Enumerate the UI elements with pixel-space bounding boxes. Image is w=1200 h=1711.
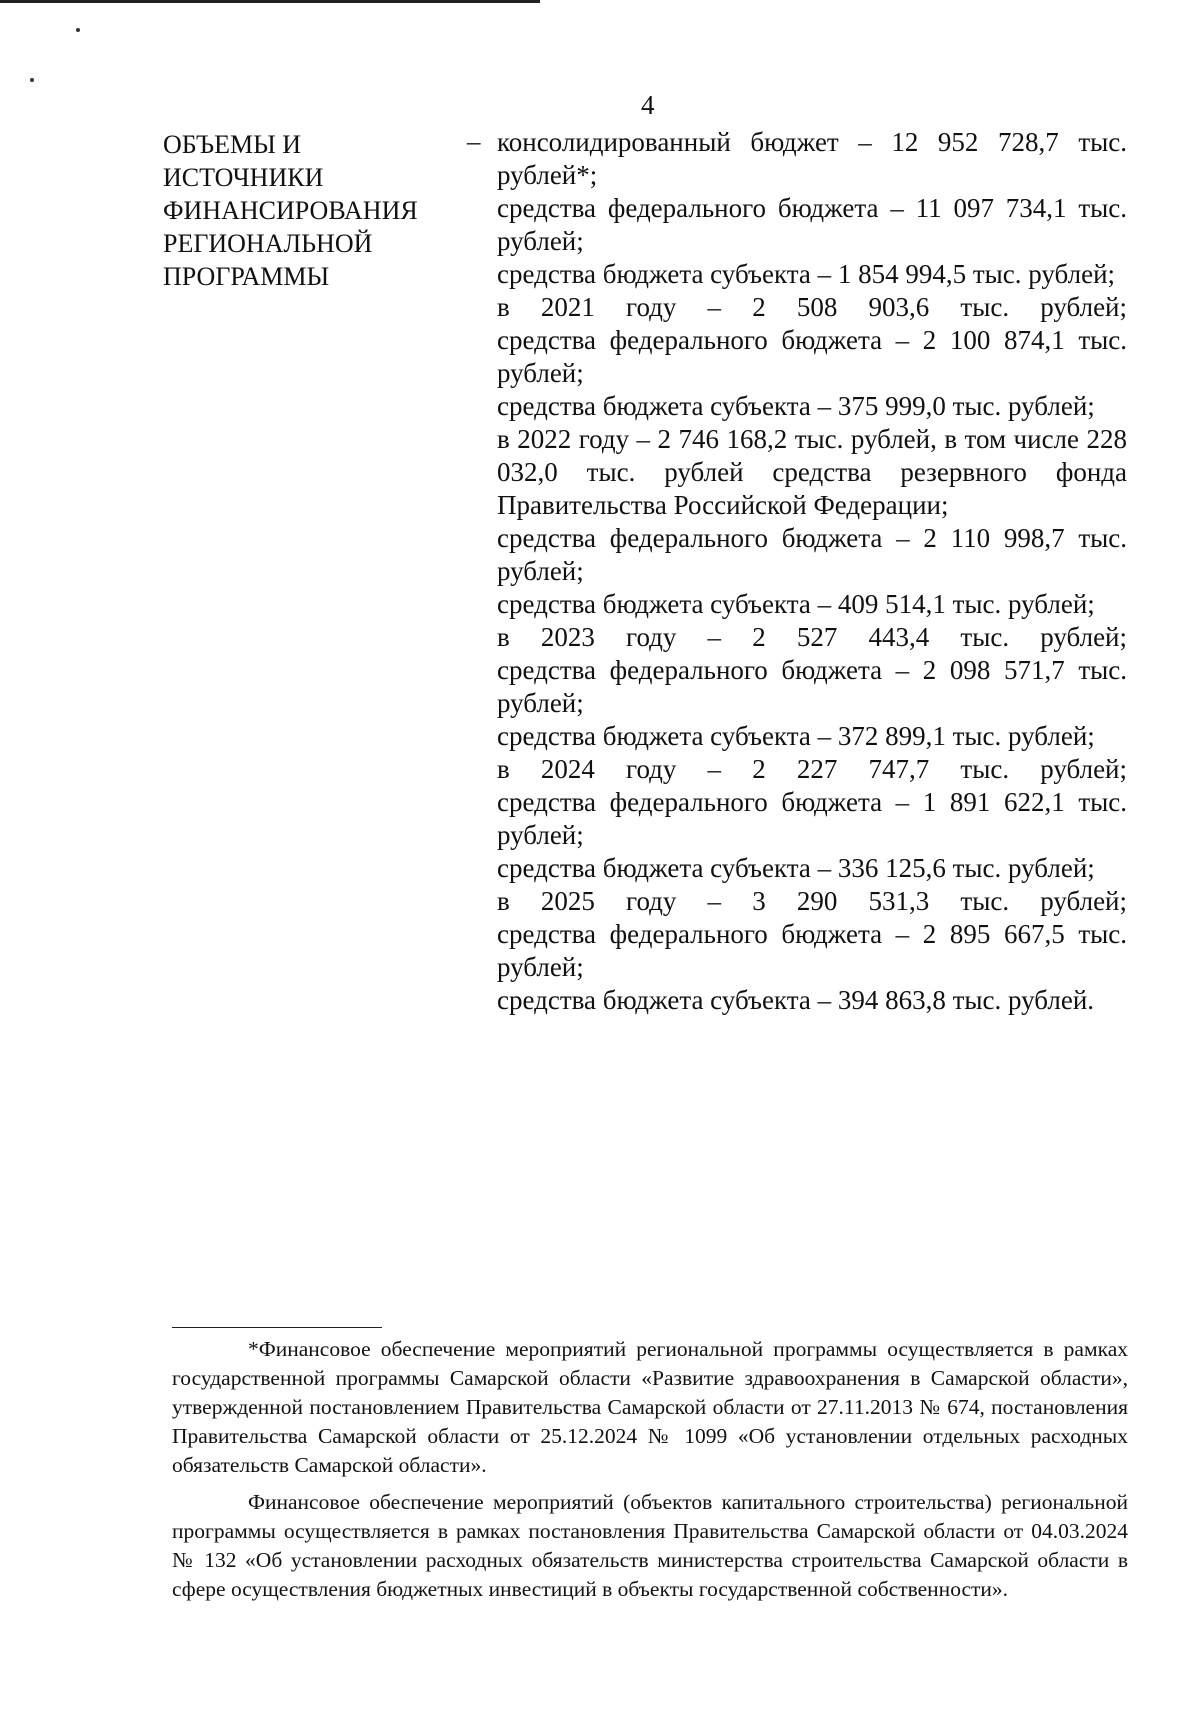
footnote-paragraph: *Финансовое обеспечение мероприятий региональной программы осуществляется в рамках государственной программы Самарской области «Развитие здравоохранения в Самарской области», утвержденной постановлением Правительства Самарской области от 27.11.2013 № 674, постановления Правительства Самарской области от 25.12.2024 № 1099 «Об установлении отдельных расходных обязательств Самарской области». xyxy=(172,1337,1128,1477)
footnote-paragraph: Финансовое обеспечение мероприятий (объектов капитального строительства) региональной программы осуществляется в рамках постановления Правительства Самарской области от 04.03.2024 № 132 «Об установлении расходных обязательств министерства строительства Самарской области в сфере осуществления бюджетных инвестиций в объекты государственной собственности». xyxy=(172,1490,1128,1601)
funding-line: средства бюджета субъекта – 1 854 994,5 тыс. рублей; xyxy=(497,259,1116,289)
funding-year-line: в 2025 году – 3 290 531,3 тыс. рублей; xyxy=(497,886,1127,916)
label-dash: – xyxy=(467,126,481,156)
funding-list xyxy=(497,126,1127,1017)
funding-line: средства федерального бюджета – 2 895 667,5 тыс. рублей; xyxy=(497,919,1127,982)
section-label xyxy=(163,128,463,293)
funding-line: средства бюджета субъекта – 372 899,1 тыс. рублей; xyxy=(497,721,1095,751)
funding-line: средства федерального бюджета – 2 110 998,7 тыс. рублей; xyxy=(497,523,1127,586)
funding-year-line: в 2024 году – 2 227 747,7 тыс. рублей; xyxy=(497,754,1127,784)
funding-line: средства бюджета субъекта – 394 863,8 тыс. рублей. xyxy=(497,985,1095,1015)
funding-line: консолидированный бюджет – 12 952 728,7 тыс. рублей*; xyxy=(497,127,1127,190)
footnote-separator xyxy=(172,1327,382,1328)
section-label-line: ИСТОЧНИКИ xyxy=(163,163,324,192)
funding-year-line: в 2021 году – 2 508 903,6 тыс. рублей; xyxy=(497,292,1127,322)
funding-line: средства федерального бюджета – 2 098 571,7 тыс. рублей; xyxy=(497,655,1127,718)
funding-year-line: в 2023 году – 2 527 443,4 тыс. рублей; xyxy=(497,622,1127,652)
scan-speck xyxy=(30,78,34,82)
scan-speck xyxy=(76,28,80,32)
footnotes xyxy=(172,1335,1128,1612)
section-label-line: РЕГИОНАЛЬНОЙ xyxy=(163,229,373,258)
scan-top-edge-line xyxy=(0,0,540,3)
section-label-line: ФИНАНСИРОВАНИЯ xyxy=(163,196,418,225)
funding-line: средства бюджета субъекта – 409 514,1 тыс. рублей; xyxy=(497,589,1095,619)
funding-line: средства бюджета субъекта – 336 125,6 тыс. рублей; xyxy=(497,853,1095,883)
section-label-line: ОБЪЕМЫ И xyxy=(163,130,302,159)
funding-year-line: в 2022 году – 2 746 168,2 тыс. рублей, в том числе 228 032,0 тыс. рублей средства резервного фонда Правительства Российской Федерации; xyxy=(497,424,1127,520)
funding-line: средства федерального бюджета – 1 891 622,1 тыс. рублей; xyxy=(497,787,1127,850)
page-number: 4 xyxy=(641,90,655,120)
funding-line: средства федерального бюджета – 11 097 734,1 тыс. рублей; xyxy=(497,193,1127,256)
section-label-line: ПРОГРАММЫ xyxy=(163,262,330,291)
funding-line: средства бюджета субъекта – 375 999,0 тыс. рублей; xyxy=(497,391,1095,421)
funding-line: средства федерального бюджета – 2 100 874,1 тыс. рублей; xyxy=(497,325,1127,388)
